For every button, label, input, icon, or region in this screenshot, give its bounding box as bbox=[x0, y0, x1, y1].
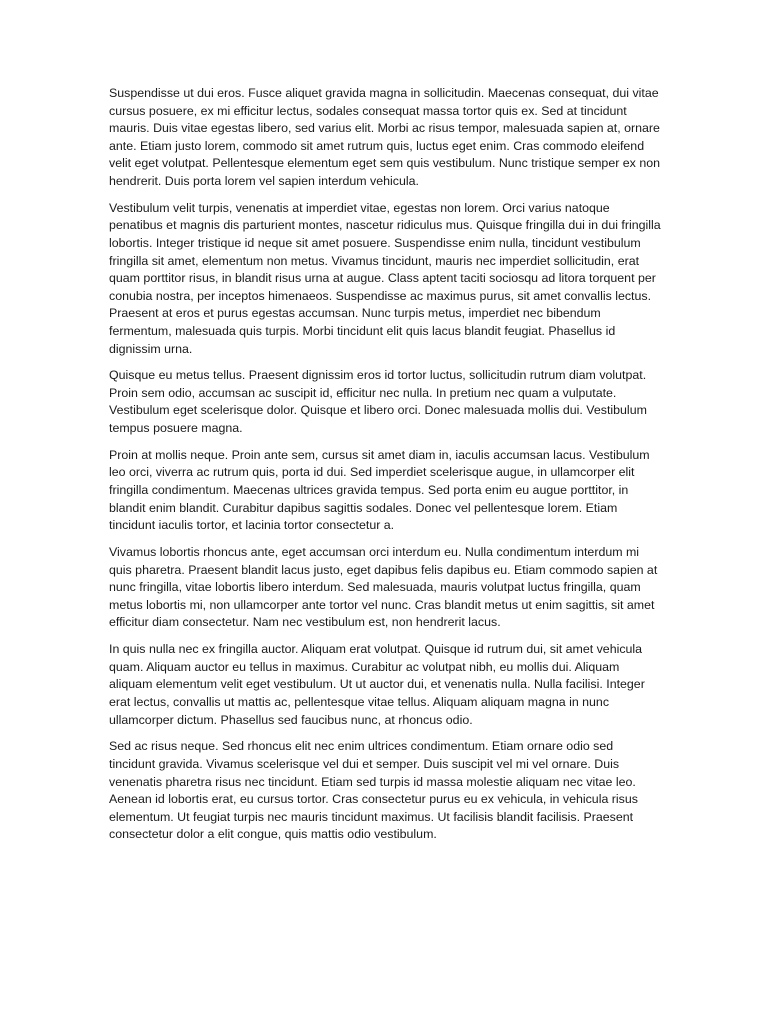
paragraph-2: Vestibulum velit turpis, venenatis at imperdiet vitae, egestas non lorem. Orci varius natoque penatibus et magnis dis parturient montes, nascetur ridiculus mus. Quisque fringilla dui in dui fringilla lobortis. Integer tristique id neque sit amet posuere. Suspendisse enim nulla, tincidunt vestibulum fringilla sit amet, elementum non metus. Vivamus tincidunt, mauris nec imperdiet sollicitudin, erat quam porttitor risus, in blandit risus urna at augue. Class aptent taciti sociosqu ad litora torquent per conubia nostra, per inceptos himenaeos. Suspendisse ac maximus purus, sit amet convallis lectus. Praesent at eros et purus egestas accumsan. Nunc turpis metus, imperdiet nec bibendum fermentum, malesuada quis turpis. Morbi tincidunt elit quis lacus blandit feugiat. Phasellus id dignissim urna. bbox=[109, 200, 661, 356]
document-page bbox=[109, 85, 661, 853]
paragraph-5: Vivamus lobortis rhoncus ante, eget accumsan orci interdum eu. Nulla condimentum interdum mi quis pharetra. Praesent blandit lacus justo, eget dapibus felis dapibus eu. Etiam commodo sapien at nunc fringilla, vitae lobortis libero interdum. Sed malesuada, mauris volutpat luctus fringilla, quam metus lobortis mi, non ullamcorper ante tortor vel nunc. Cras blandit metus ut enim sagittis, sit amet efficitur diam consectetur. Nam nec vestibulum est, non hendrerit lacus. bbox=[109, 545, 658, 630]
paragraph-4: Proin at mollis neque. Proin ante sem, cursus sit amet diam in, iaculis accumsan lacus. Vestibulum leo orci, viverra ac rutrum quis, porta id dui. Sed imperdiet scelerisque augue, in ullamcorper elit fringilla condimentum. Maecenas ultrices gravida tempus. Sed porta enim eu augue porttitor, in blandit enim blandit. Curabitur dapibus sagittis sodales. Donec vel pellentesque lorem. Etiam tincidunt iaculis tortor, et lacinia tortor consectetur a. bbox=[109, 447, 650, 533]
paragraph-1: Suspendisse ut dui eros. Fusce aliquet gravida magna in sollicitudin. Maecenas consequat, dui vitae cursus posuere, ex mi efficitur lectus, sodales consequat massa tortor quis ex. Sed at tincidunt mauris. Duis vitae egestas libero, sed varius elit. Morbi ac risus tempor, malesuada sapien at, ornare ante. Etiam justo lorem, commodo sit amet rutrum quis, luctus eget enim. Cras commodo eleifend velit eget volutpat. Pellentesque elementum eget sem quis vestibulum. Nunc tristique semper ex non hendrerit. Duis porta lorem vel sapien interdum vehicula. bbox=[109, 86, 660, 188]
paragraph-7: Sed ac risus neque. Sed rhoncus elit nec enim ultrices condimentum. Etiam ornare odio sed tincidunt gravida. Vivamus scelerisque vel dui et semper. Duis suscipit vel mi vel ornare. Duis venenatis pharetra risus nec tincidunt. Etiam sed turpis id massa molestie aliquam nec vitae leo. Aenean id lobortis erat, eu cursus tortor. Cras consectetur purus eu ex vehicula, in vehicula risus elementum. Ut feugiat turpis nec mauris tincidunt maximus. Ut facilisis blandit facilisis. Praesent consectetur dolor a elit congue, quis mattis odio vestibulum. bbox=[109, 739, 638, 842]
paragraph-3: Quisque eu metus tellus. Praesent dignissim eros id tortor luctus, sollicitudin rutrum diam volutpat. Proin sem odio, accumsan ac suscipit id, efficitur nec nulla. In pretium nec quam a vulputate. Vestibulum eget scelerisque dolor. Quisque et libero orci. Donec malesuada mollis dui. Vestibulum tempus posuere magna. bbox=[109, 368, 647, 436]
paragraph-6: In quis nulla nec ex fringilla auctor. Aliquam erat volutpat. Quisque id rutrum dui, sit amet vehicula quam. Aliquam auctor eu tellus in maximus. Curabitur ac volutpat nibh, eu mollis dui. Aliquam aliquam elementum velit eget vestibulum. Ut ut auctor dui, et venenatis nulla. Nulla facilisi. Integer erat lectus, convallis ut mattis ac, pellentesque vitae tellus. Aliquam aliquam magna in nunc ullamcorper dictum. Phasellus sed faucibus nunc, at rhoncus odio. bbox=[109, 642, 645, 727]
